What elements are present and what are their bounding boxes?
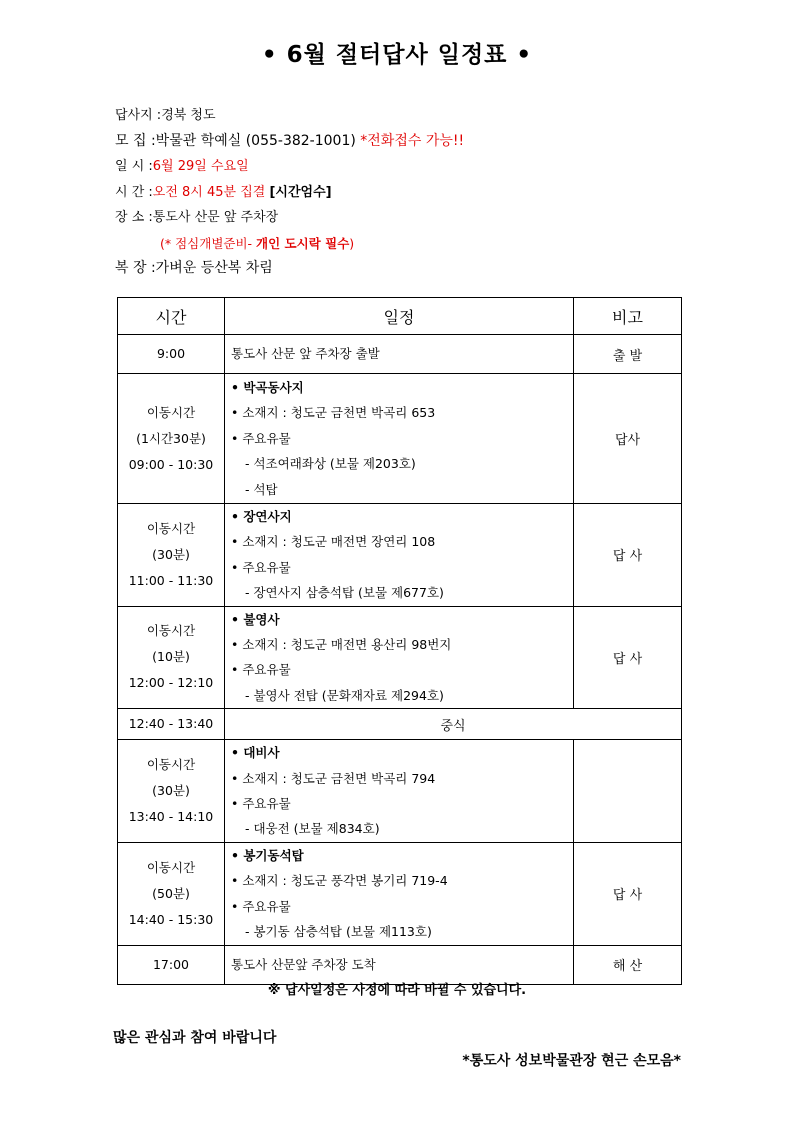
- plan-site: • 장연사지: [231, 509, 292, 524]
- header-note: 비고: [574, 298, 682, 335]
- info-place-label: 답사지 :: [115, 108, 162, 123]
- plan-relics-label: • 주요유물: [231, 796, 291, 812]
- plan-address: • 소재지 : 청도군 풍각면 봉기리 719-4: [231, 873, 448, 889]
- time-label: 이동시간: [146, 520, 196, 536]
- plan-address: • 소재지 : 청도군 매전면 장연리 108: [231, 534, 436, 550]
- info-time-value: 오전 8시 45분 집결: [152, 184, 270, 200]
- info-place-value: 경북 청도: [161, 108, 216, 123]
- header-plan: 일정: [225, 298, 574, 335]
- row-time: [118, 740, 225, 843]
- page-title: • 6월 절터답사 일정표 •: [261, 42, 533, 68]
- info-place: [115, 103, 464, 129]
- info-recruit: [115, 129, 464, 155]
- info-note-prefix: (* 점심개별준비-: [160, 235, 257, 251]
- row-note: 해 산: [574, 945, 682, 984]
- info-location: [115, 205, 464, 231]
- row-plan: 통도사 산문앞 주차장 도착: [225, 945, 574, 984]
- plan-relic: - 석탑: [245, 481, 278, 497]
- row-time: [118, 504, 225, 607]
- row-plan: [225, 740, 574, 843]
- row-plan: [225, 504, 574, 607]
- info-recruit-label: 모 집 :: [115, 132, 156, 149]
- info-time-label: 시 간 :: [115, 184, 153, 200]
- time-duration: (30분): [152, 783, 190, 799]
- info-location-value: 통도사 산문 앞 주차장: [152, 210, 279, 225]
- row-plan: [225, 374, 574, 504]
- row-time: 9:00: [118, 335, 225, 374]
- row-note: 답 사: [574, 504, 682, 607]
- row-time: 12:40 - 13:40: [118, 709, 225, 740]
- time-range: 14:40 - 15:30: [128, 911, 214, 927]
- time-label: 이동시간: [146, 757, 196, 773]
- plan-relic: - 석조여래좌상 (보물 제203호): [245, 456, 416, 472]
- time-duration: (50분): [152, 885, 190, 901]
- table-row: [118, 740, 682, 843]
- time-duration: (1시간30분): [136, 430, 206, 446]
- plan-relic: - 불영사 전탑 (문화재자료 제294호): [245, 687, 444, 703]
- table-row: [118, 709, 682, 740]
- plan-relic: - 봉기동 삼층석탑 (보물 제113호): [245, 924, 432, 940]
- row-plan: 중식: [225, 709, 682, 740]
- table-row: [118, 335, 682, 374]
- table-row: [118, 504, 682, 607]
- row-plan: [225, 842, 574, 945]
- row-note: 답 사: [574, 606, 682, 709]
- time-label: 이동시간: [146, 404, 196, 420]
- info-recruit-value: 박물관 학예실 (055-382-1001): [155, 132, 361, 149]
- plan-relic: - 대웅전 (보물 제834호): [245, 821, 380, 837]
- time-range: 12:00 - 12:10: [128, 675, 214, 691]
- row-note: [574, 740, 682, 843]
- table-row: [118, 842, 682, 945]
- row-note: 답사: [574, 374, 682, 504]
- time-range: 09:00 - 10:30: [128, 456, 214, 472]
- info-time: [115, 180, 464, 206]
- plan-relics-label: • 주요유물: [231, 430, 291, 446]
- plan-relic: - 장연사지 삼층석탑 (보물 제677호): [245, 585, 444, 601]
- time-range: 13:40 - 14:10: [128, 809, 214, 825]
- row-note: 답 사: [574, 842, 682, 945]
- table-row: [118, 374, 682, 504]
- schedule-footnote: ※ 답사일정은 사정에 따라 바뀔 수 있습니다.: [267, 983, 527, 998]
- row-time: 17:00: [118, 945, 225, 984]
- plan-site: • 봉기동석탑: [231, 847, 304, 863]
- info-recruit-highlight: *전화접수 가능!!: [360, 132, 465, 149]
- time-duration: (30분): [152, 546, 190, 562]
- plan-address: • 소재지 : 청도군 금천면 박곡리 653: [231, 405, 436, 421]
- info-time-suffix: [시간엄수]: [269, 184, 332, 200]
- time-label: 이동시간: [146, 623, 196, 639]
- time-label: 이동시간: [146, 859, 196, 875]
- time-duration: (10분): [152, 649, 190, 665]
- plan-relics-label: • 주요유물: [231, 898, 291, 914]
- plan-address: • 소재지 : 청도군 금천면 박곡리 794: [231, 770, 436, 786]
- row-time: [118, 374, 225, 504]
- info-dress-label: 복 장 :: [115, 260, 156, 276]
- closing-message: 많은 관심과 참여 바랍니다: [113, 1030, 277, 1046]
- row-time: [118, 606, 225, 709]
- header-time: 시간: [118, 298, 225, 335]
- row-plan: 통도사 산문 앞 주차장 출발: [225, 335, 574, 374]
- plan-relics-label: • 주요유물: [231, 559, 291, 575]
- info-note-bold: 개인 도시락 필수: [256, 235, 350, 251]
- plan-site: • 대비사: [231, 745, 280, 761]
- info-date: [115, 154, 464, 180]
- info-date-label: 일 시 :: [115, 159, 153, 174]
- info-location-label: 장 소 :: [115, 210, 153, 225]
- row-plan: [225, 606, 574, 709]
- info-note-suffix: ): [349, 235, 355, 251]
- info-section: [115, 103, 464, 282]
- table-row: [118, 606, 682, 709]
- row-time: [118, 842, 225, 945]
- info-lunch-note: [115, 231, 464, 257]
- plan-address: • 소재지 : 청도군 매전면 용산리 98번지: [231, 637, 452, 653]
- time-range: 11:00 - 11:30: [128, 572, 214, 588]
- table-header-row: [118, 298, 682, 335]
- schedule-table: [117, 297, 682, 985]
- info-dress: [115, 256, 464, 282]
- row-note: 출 발: [574, 335, 682, 374]
- info-dress-value: 가벼운 등산복 차림: [155, 260, 273, 276]
- closing-signature: *통도사 성보박물관장 현근 손모음*: [462, 1053, 681, 1069]
- plan-site: • 박곡동사지: [231, 379, 304, 395]
- info-date-value: 6월 29일 수요일: [152, 159, 249, 174]
- plan-site: • 불영사: [231, 611, 280, 627]
- plan-relics-label: • 주요유물: [231, 662, 291, 678]
